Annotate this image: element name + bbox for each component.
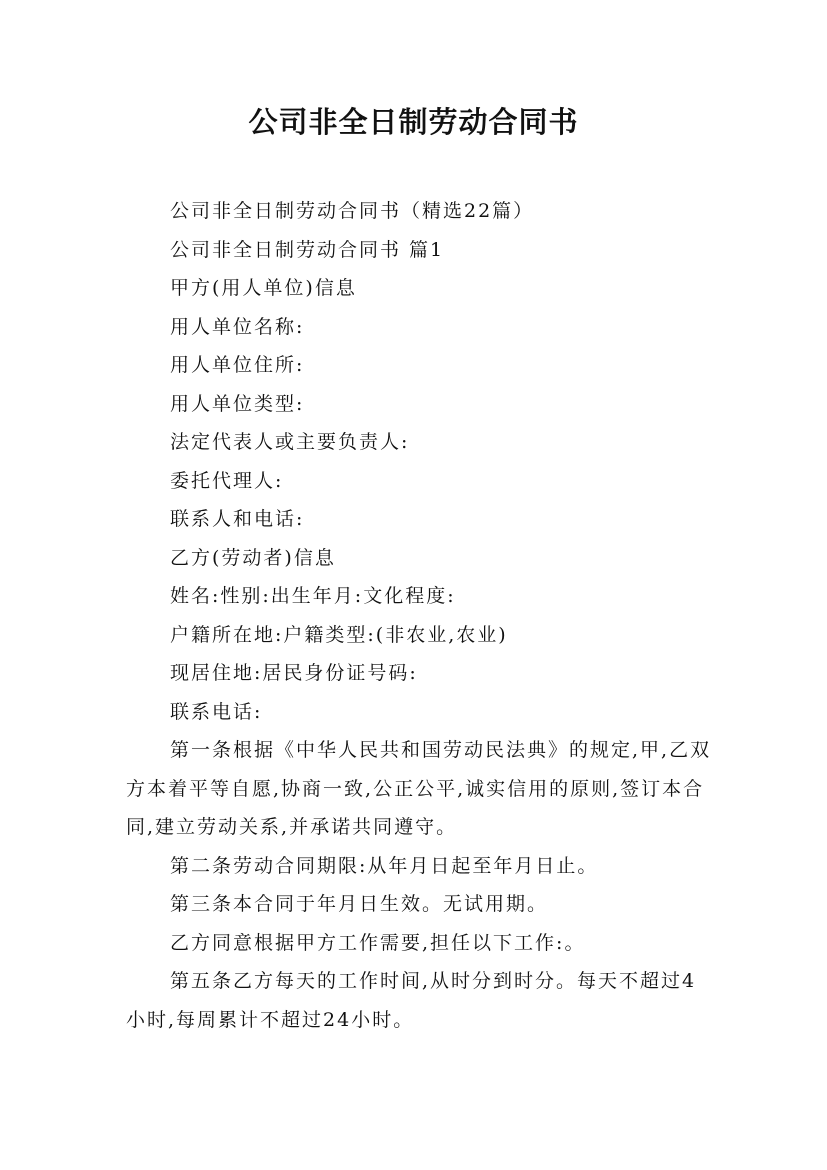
field-employer-address: 用人单位住所: <box>170 354 305 376</box>
field-legal-representative: 法定代表人或主要负责人: <box>170 431 410 453</box>
field-phone: 联系电话: <box>170 700 263 723</box>
paragraph-party-a-heading: 甲方(用人单位)信息 <box>170 277 357 299</box>
document-title: 公司非全日制劳动合同书 <box>248 105 579 139</box>
field-employer-type: 用人单位类型: <box>170 392 305 415</box>
article-2: 第二条劳动合同期限:从年月日起至年月日止。 <box>170 854 599 877</box>
field-residence-id: 现居住地:居民身份证号码: <box>170 662 418 684</box>
field-household-registration: 户籍所在地:户籍类型:(非农业,农业) <box>170 623 508 646</box>
field-personal-info: 姓名:性别:出生年月:文化程度: <box>170 585 456 607</box>
field-authorized-agent: 委托代理人: <box>170 469 284 492</box>
paragraph-subtitle: 公司非全日制劳动合同书（精选22篇） <box>170 200 535 222</box>
paragraph-party-b-heading: 乙方(劳动者)信息 <box>170 546 336 569</box>
article-1: 第一条根据《中华人民共和国劳动民法典》的规定,甲,乙双方本着平等自愿,协商一致,公正公平,诚实信用的原则,签订本合同,建立劳动关系,并承诺共同遵守。 <box>126 739 712 838</box>
article-5: 第五条乙方每天的工作时间,从时分到时分。每天不超过4小时,每周累计不超过24小时。 <box>126 970 697 1031</box>
document-body <box>126 192 716 1039</box>
field-contact-phone: 联系人和电话: <box>170 508 305 530</box>
article-3: 第三条本合同于年月日生效。无试用期。 <box>170 893 549 915</box>
field-employer-name: 用人单位名称: <box>170 315 305 338</box>
paragraph-job-assignment: 乙方同意根据甲方工作需要,担任以下工作:。 <box>170 931 586 954</box>
paragraph-section-heading: 公司非全日制劳动合同书 篇1 <box>170 238 445 261</box>
